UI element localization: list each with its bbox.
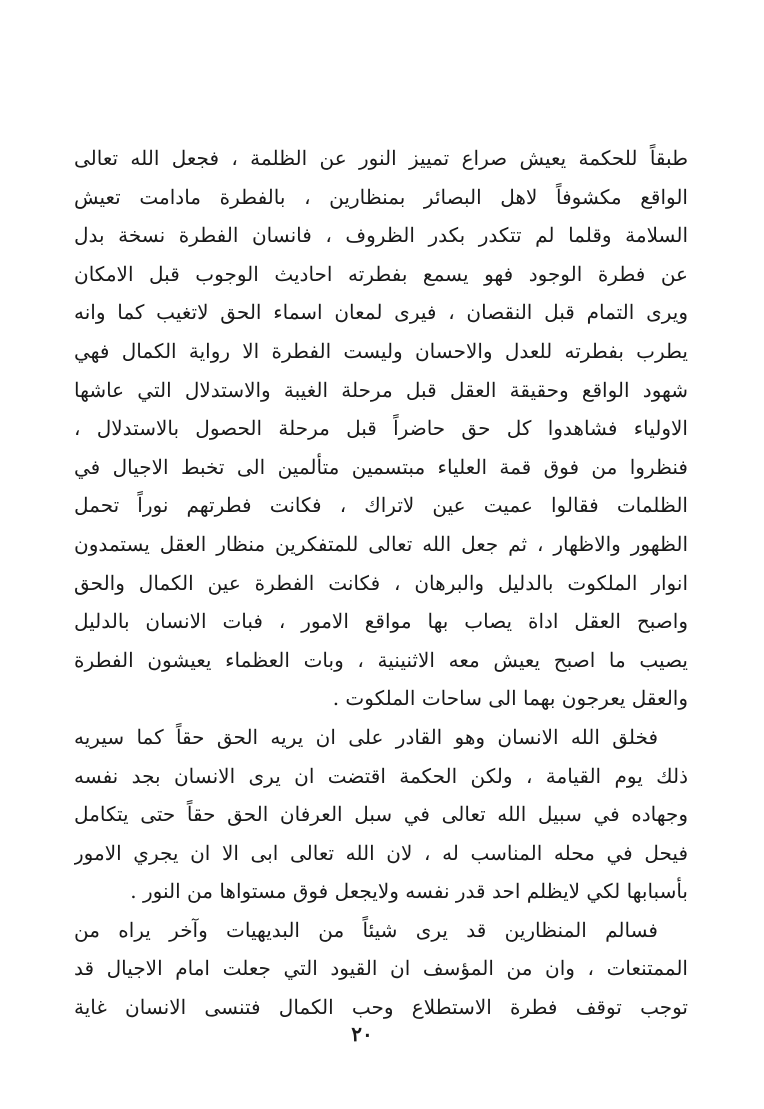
text-line: انوار الملكوت بالدليل والبرهان ، فكانت الفطرة عين الكمال والحق	[74, 570, 688, 595]
text-line: عن فطرة الوجود فهو يسمع بفطرته احاديث الوجوب قبل الامكان	[74, 261, 688, 286]
text-line: الظهور والاظهار ، ثم جعل الله تعالى للمتفكرين منظار العقل يستمدون	[74, 531, 688, 556]
text-line: يطرب بفطرته للعدل والاحسان وليست الفطرة الا رواية الكمال فهي	[74, 338, 688, 363]
text-line: فيحل في محله المناسب له ، لان الله تعالى ابى الا ان يجري الامور	[74, 840, 688, 865]
body-text	[74, 139, 688, 1027]
text-line: توجب توقف فطرة الاستطلاع وحب الكمال فتنسى الانسان غاية	[74, 995, 688, 1020]
text-line: الممتنعات ، وان من المؤسف ان القيود التي جعلت امام الاجيال قد	[74, 956, 688, 981]
paragraph-start-line: فسالم المنظارين قد يرى شيئاً من البديهيات وآخر يراه من	[74, 917, 658, 942]
text-line: الاولياء فشاهدوا كل حق حاضراً قبل مرحلة الحصول بالاستدلال ،	[74, 416, 688, 441]
text-line: واصبح العقل اداة يصاب بها مواقع الامور ، فبات الانسان بالدليل	[74, 609, 688, 634]
text-line: الظلمات فقالوا عميت عين لاتراك ، فكانت فطرتهم نوراً تحمل	[74, 493, 688, 518]
text-line: فنظروا من فوق قمة العلياء مبتسمين متألمين الى تخبط الاجيال في	[74, 454, 688, 479]
text-line: وجهاده في سبيل الله تعالى في سبل العرفان الحق حقاً حتى يتكامل	[74, 802, 688, 827]
text-line: الواقع مكشوفاً لاهل البصائر بمنظارين ، بالفطرة مادامت تعيش	[74, 184, 688, 209]
text-line: ذلك يوم القيامة ، ولكن الحكمة اقتضت ان يرى الانسان بجد نفسه	[74, 763, 688, 788]
text-line: السلامة وقلما لم تتكدر بكدر الظروف ، فانسان الفطرة نسخة بدل	[74, 223, 688, 248]
page-number: ٢٠	[351, 1022, 373, 1046]
text-line: شهود الواقع وحقيقة العقل قبل مرحلة الغيبة والاستدلال التي عاشها	[74, 377, 688, 402]
text-line: ويرى التمام قبل النقصان ، فيرى لمعان اسماء الحق لاتغيب كما وانه	[74, 300, 688, 325]
text-line: يصيب ما اصبح يعيش معه الاثنينية ، وبات العظماء يعيشون الفطرة	[74, 647, 688, 672]
paragraph-end-line: بأسبابها لكي لايظلم احد قدر نفسه ولايجعل فوق مستواها من النور .	[130, 879, 688, 904]
text-line: طبقاً للحكمة يعيش صراع تمييز النور عن الظلمة ، فجعل الله تعالى	[74, 146, 688, 170]
paragraph-start-line: فخلق الله الانسان وهو القادر على ان يريه الحق حقاً كما سيريه	[74, 724, 658, 749]
paragraph-end-line: والعقل يعرجون بهما الى ساحات الملكوت .	[332, 686, 688, 711]
